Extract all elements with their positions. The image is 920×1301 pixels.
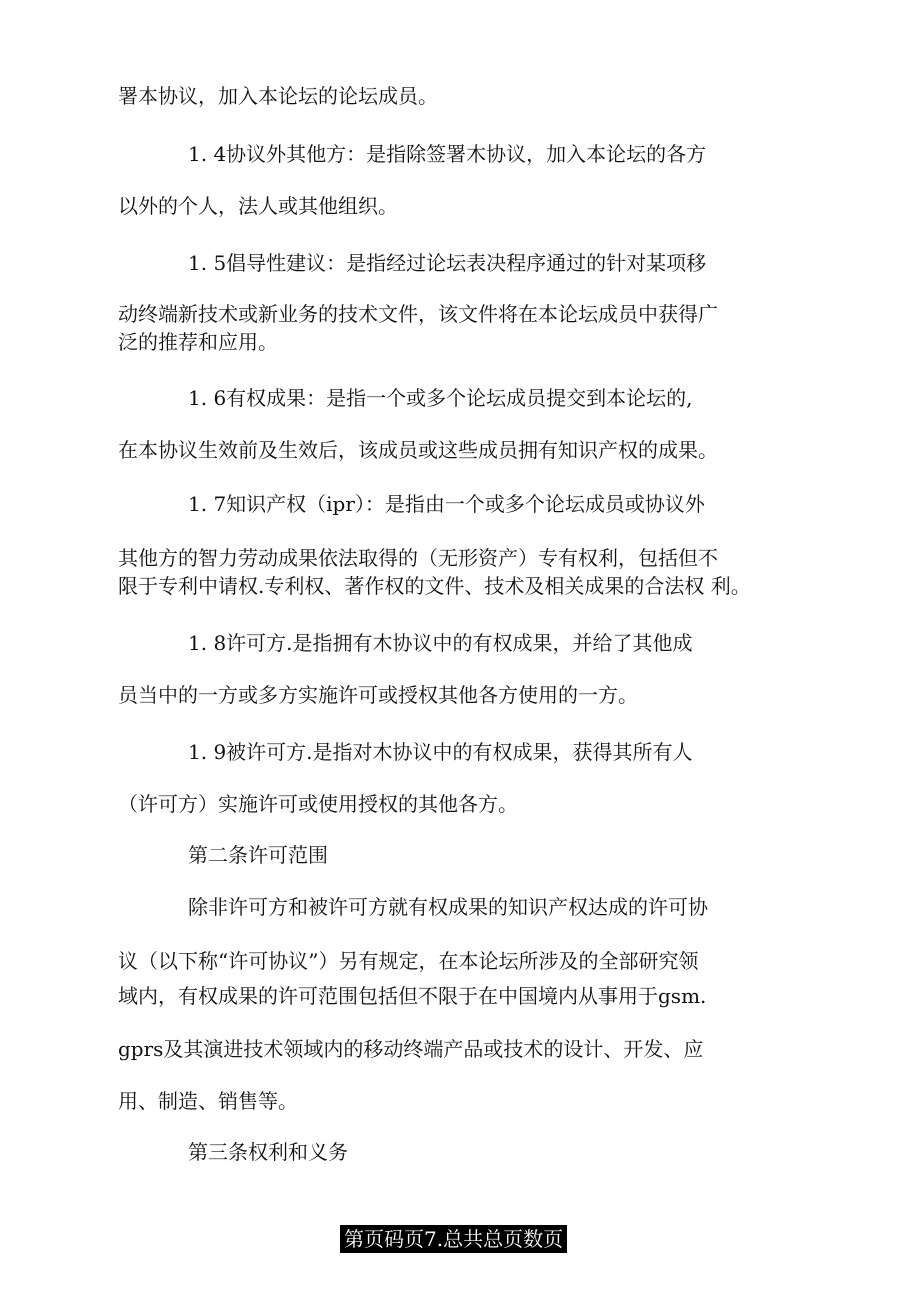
paragraph-line: （许可方）实施许可或使用授权的其他各方。: [118, 792, 518, 816]
page-footer: 第页码页7.总共总页数页: [340, 1225, 567, 1253]
definition-1-5: 1. 5倡导性建议：是指经过论坛表决程序通过的针对某项移: [188, 251, 707, 275]
paragraph-line: 用、制造、销售等。: [118, 1089, 298, 1113]
definition-1-7: 1. 7知识产权（ipr）：是指由一个或多个论坛成员或协议外: [188, 492, 705, 516]
paragraph-line: 限于专利中请权.专利权、著作权的文件、技术及相关成果的合法权 利。: [118, 574, 751, 598]
paragraph-line: 员当中的一方或多方实施许可或授权其他各方使用的一方。: [118, 683, 638, 707]
paragraph-line: 署本协议，加入本论坛的论坛成员。: [118, 84, 438, 108]
paragraph-line: 动终端新技术或新业务的技术文件，该文件将在本论坛成员中获得广: [118, 302, 718, 326]
definition-1-9: 1. 9被许可方.是指对木协议中的有权成果，获得其所有人: [188, 740, 693, 764]
paragraph-line: gprs及其演进技术领域内的移动终端产品或技术的设计、开发、应: [118, 1037, 704, 1061]
definition-1-8: 1. 8许可方.是指拥有木协议中的有权成果，并给了其他成: [188, 631, 693, 655]
paragraph-line: 其他方的智力劳动成果依法取得的（无形资产）专有权利，包括但不: [118, 546, 718, 570]
paragraph-line: 除非许可方和被许可方就有权成果的知识产权达成的许可协: [188, 895, 708, 919]
paragraph-line: 以外的个人，法人或其他组织。: [118, 194, 398, 218]
paragraph-line: 域内，有权成果的许可范围包括但不限于在中国境内从事用于gsm.: [118, 984, 707, 1008]
definition-1-4: 1. 4协议外其他方：是指除签署木协议，加入本论坛的各方: [188, 142, 707, 166]
paragraph-line: 泛的推荐和应用。: [118, 330, 278, 354]
paragraph-line: 议（以下称“许可协议”）另有规定，在本论坛所涉及的全部研究领: [118, 949, 699, 973]
section-heading-2: 第二条许可范围: [188, 843, 328, 867]
section-heading-3: 第三条权利和义务: [188, 1140, 348, 1164]
definition-1-6: 1. 6有权成果：是指一个或多个论坛成员提交到本论坛的,: [188, 386, 693, 410]
paragraph-line: 在本协议生效前及生效后，该成员或这些成员拥有知识产权的成果。: [118, 438, 718, 462]
